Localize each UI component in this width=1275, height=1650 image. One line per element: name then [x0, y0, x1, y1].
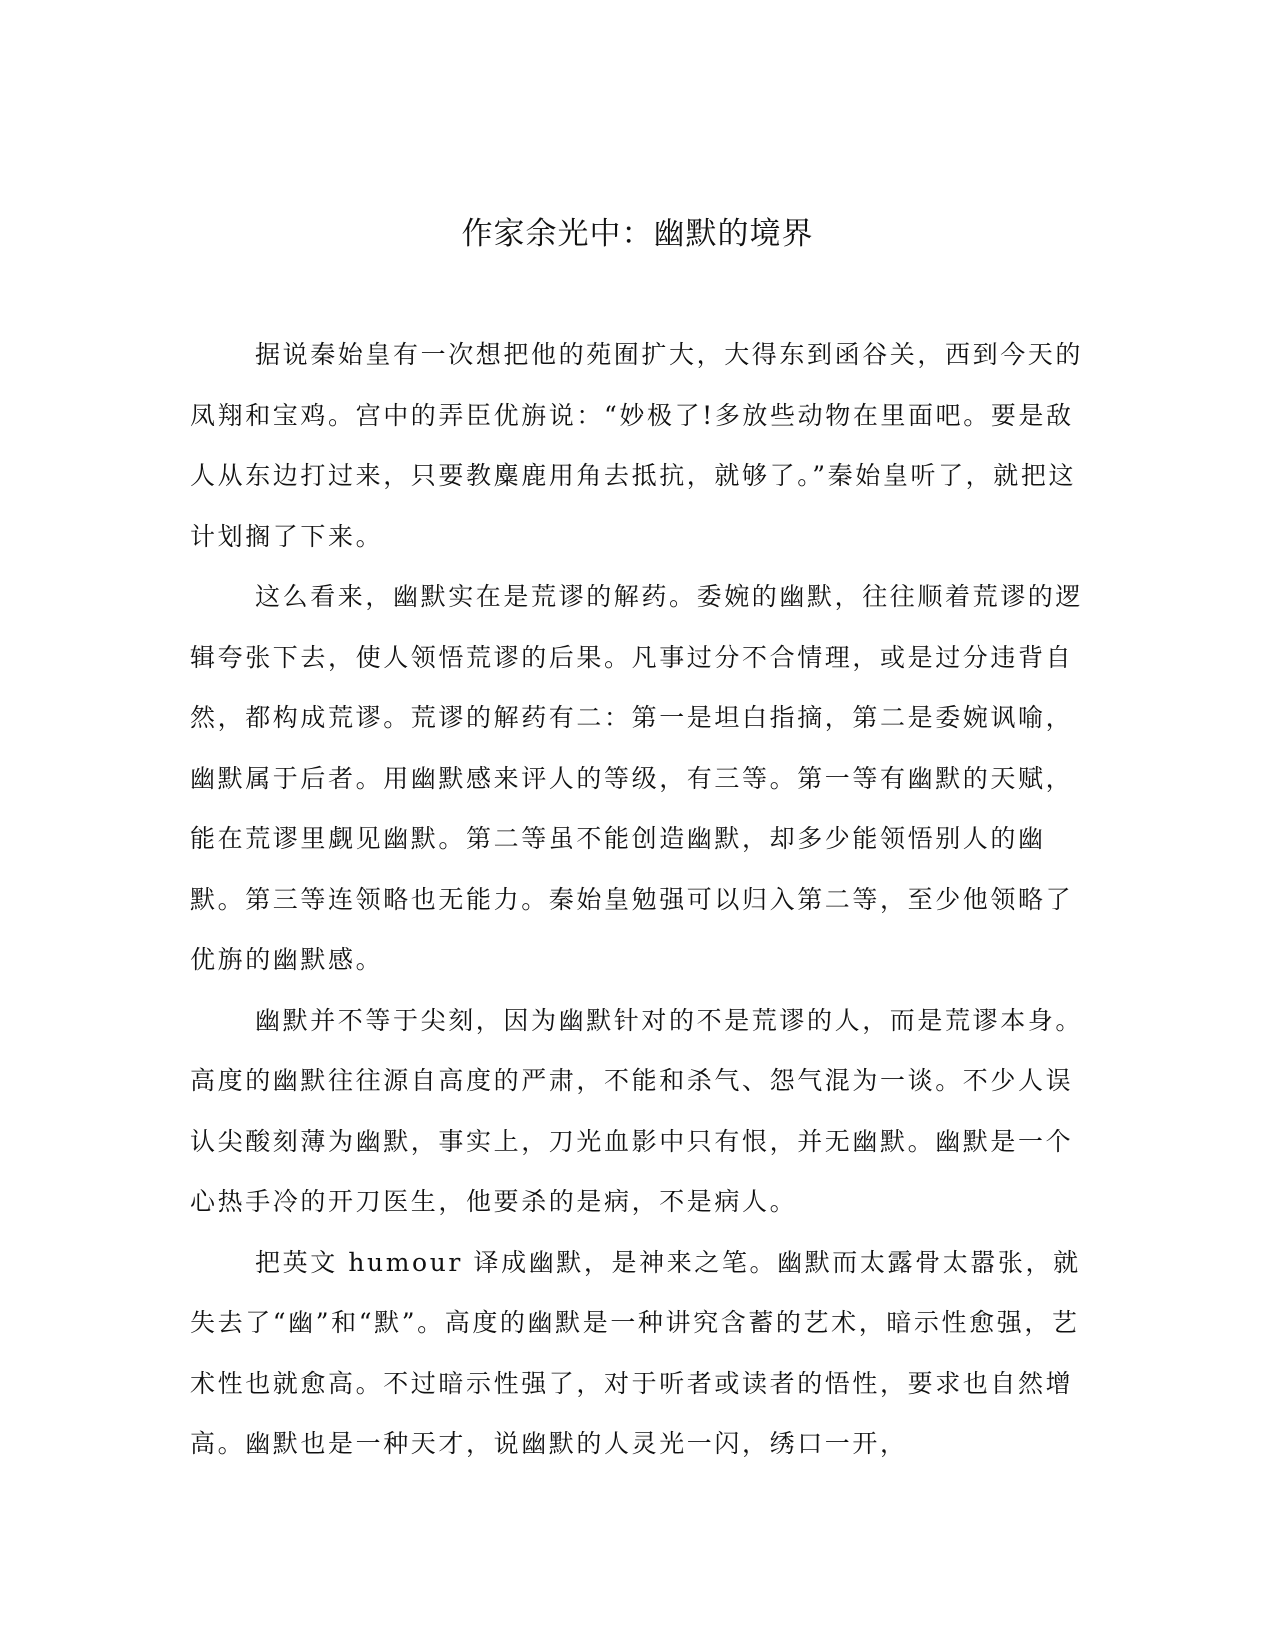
document-title: 作家余光中：幽默的境界: [461, 216, 814, 252]
paragraph-4: 把英文 humour 译成幽默，是神来之笔。幽默而太露骨太嚣张，就失去了“幽”和“默”。高度的幽默是一种讲究含蓄的艺术，暗示性愈强，艺术性也就愈高。不过暗示性强了，对于听者或读者的悟性，要求也自然增高。幽默也是一种天才，说幽默的人灵光一闪，绣口一开，: [190, 1247, 1081, 1458]
paragraph-3: 幽默并不等于尖刻，因为幽默针对的不是荒谬的人，而是荒谬本身。高度的幽默往往源自高度的严肃，不能和杀气、怨气混为一谈。不少人误认尖酸刻薄为幽默，事实上，刀光血影中只有恨，并无幽默。幽默是一个心热手冷的开刀医生，他要杀的是病，不是病人。: [190, 1005, 1084, 1216]
paragraph-1: 据说秦始皇有一次想把他的苑囿扩大，大得东到函谷关，西到今天的凤翔和宝鸡。宫中的弄臣优旃说：“妙极了!多放些动物在里面吧。要是敌人从东边打过来，只要教麋鹿用角去抵抗，就够了。”秦始皇听了，就把这计划搁了下来。: [190, 340, 1084, 551]
paragraph-2: 这么看来，幽默实在是荒谬的解药。委婉的幽默，往往顺着荒谬的逻辑夸张下去，使人领悟荒谬的后果。凡事过分不合情理，或是过分违背自然，都构成荒谬。荒谬的解药有二：第一是坦白指摘，第二是委婉讽喻，幽默属于后者。用幽默感来评人的等级，有三等。第一等有幽默的天赋，能在荒谬里觑见幽默。第二等虽不能创造幽默，却多少能领悟别人的幽默。第三等连领略也无能力。秦始皇勉强可以归入第二等，至少他领略了优旃的幽默感。: [190, 582, 1084, 974]
document-body: [190, 325, 1085, 1475]
